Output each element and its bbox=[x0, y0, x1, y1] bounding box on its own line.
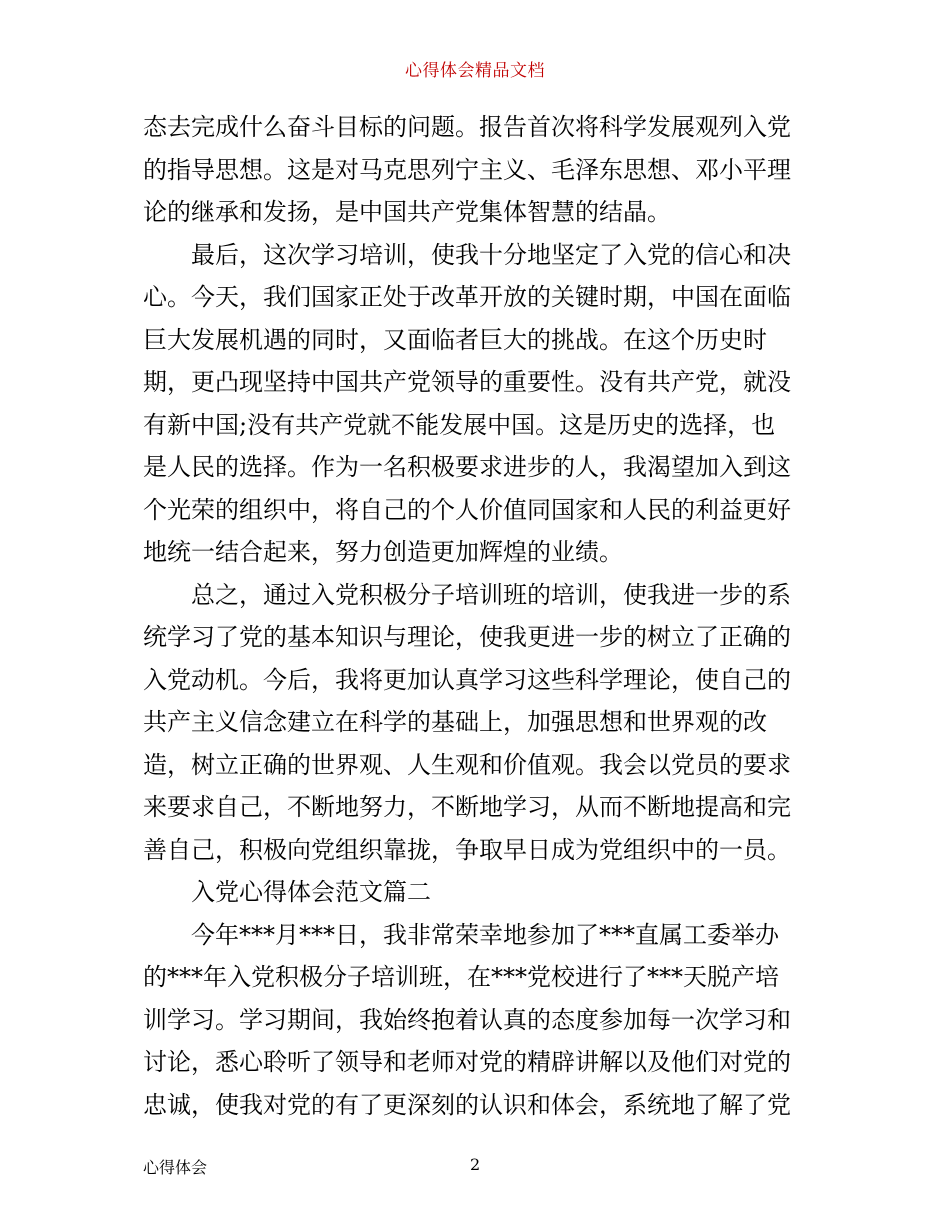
text-line: 心。今天，我们国家正处于改革开放的关键时期，中国在面临 bbox=[143, 283, 791, 311]
text-line: 是人民的选择。作为一名积极要求进步的人，我渴望加入到这 bbox=[143, 453, 791, 481]
text-line: 统学习了党的基本知识与理论，使我更进一步的树立了正确的 bbox=[143, 623, 791, 651]
text-line: 来要求自己，不断地努力，不断地学习，从而不断地提高和完 bbox=[143, 793, 791, 821]
text-line: 训学习。学习期间，我始终抱着认真的态度参加每一次学习和 bbox=[143, 1005, 791, 1034]
text-line: 讨论，悉心聆听了领导和老师对党的精辟讲解以及他们对党的 bbox=[143, 1048, 791, 1076]
text-line: 最后，这次学习培训，使我十分地坚定了入党的信心和决 bbox=[191, 240, 791, 269]
text-line: 今年***月***日，我非常荣幸地参加了***直属工委举办 bbox=[191, 920, 779, 949]
paragraph-4 bbox=[143, 914, 813, 1127]
text-line: 造，树立正确的世界观、人生观和价值观。我会以党员的要求 bbox=[143, 750, 791, 779]
paragraph-1 bbox=[143, 106, 813, 234]
text-line: 地统一结合起来，努力创造更加辉煌的业绩。 bbox=[143, 538, 623, 566]
text-line: 态去完成什么奋斗目标的问题。报告首次将科学发展观列入党 bbox=[143, 113, 791, 141]
text-line: 忠诚，使我对党的有了更深刻的认识和体会，系统地了解了党 bbox=[143, 1090, 791, 1119]
section-subtitle: 入党心得体会范文篇二 bbox=[191, 878, 431, 906]
text-line: 的指导思想。这是对马克思列宁主义、毛泽东思想、邓小平理 bbox=[143, 155, 791, 184]
paragraph-3 bbox=[143, 574, 813, 872]
text-line: 巨大发展机遇的同时，又面临者巨大的挑战。在这个历史时 bbox=[143, 325, 767, 354]
text-line: 入党动机。今后，我将更加认真学习这些科学理论，使自己的 bbox=[143, 665, 791, 694]
footer-label: 心得体会 bbox=[143, 1158, 208, 1177]
text-line: 的***年入党积极分子培训班，在***党校进行了***天脱产培 bbox=[143, 963, 779, 991]
text-line: 期，更凸现坚持中国共产党领导的重要性。没有共产党，就没 bbox=[143, 368, 791, 396]
text-line: 有新中国;没有共产党就不能发展中国。这是历史的选择，也 bbox=[143, 410, 776, 439]
text-line: 个光荣的组织中，将自己的个人价值同国家和人民的利益更好 bbox=[143, 495, 791, 524]
paragraph-2 bbox=[143, 234, 813, 574]
document-header-title: 心得体会精品文档 bbox=[405, 61, 545, 81]
text-line: 共产主义信念建立在科学的基础上，加强思想和世界观的改 bbox=[143, 708, 767, 736]
page-number: 2 bbox=[470, 1155, 481, 1174]
text-line: 总之，通过入党积极分子培训班的培训，使我进一步的系 bbox=[191, 580, 791, 609]
text-line: 论的继承和发扬，是中国共产党集体智慧的结晶。 bbox=[143, 198, 671, 226]
document-body bbox=[143, 106, 813, 1126]
text-line: 善自己，积极向党组织靠拢，争取早日成为党组织中的一员。 bbox=[143, 835, 791, 864]
